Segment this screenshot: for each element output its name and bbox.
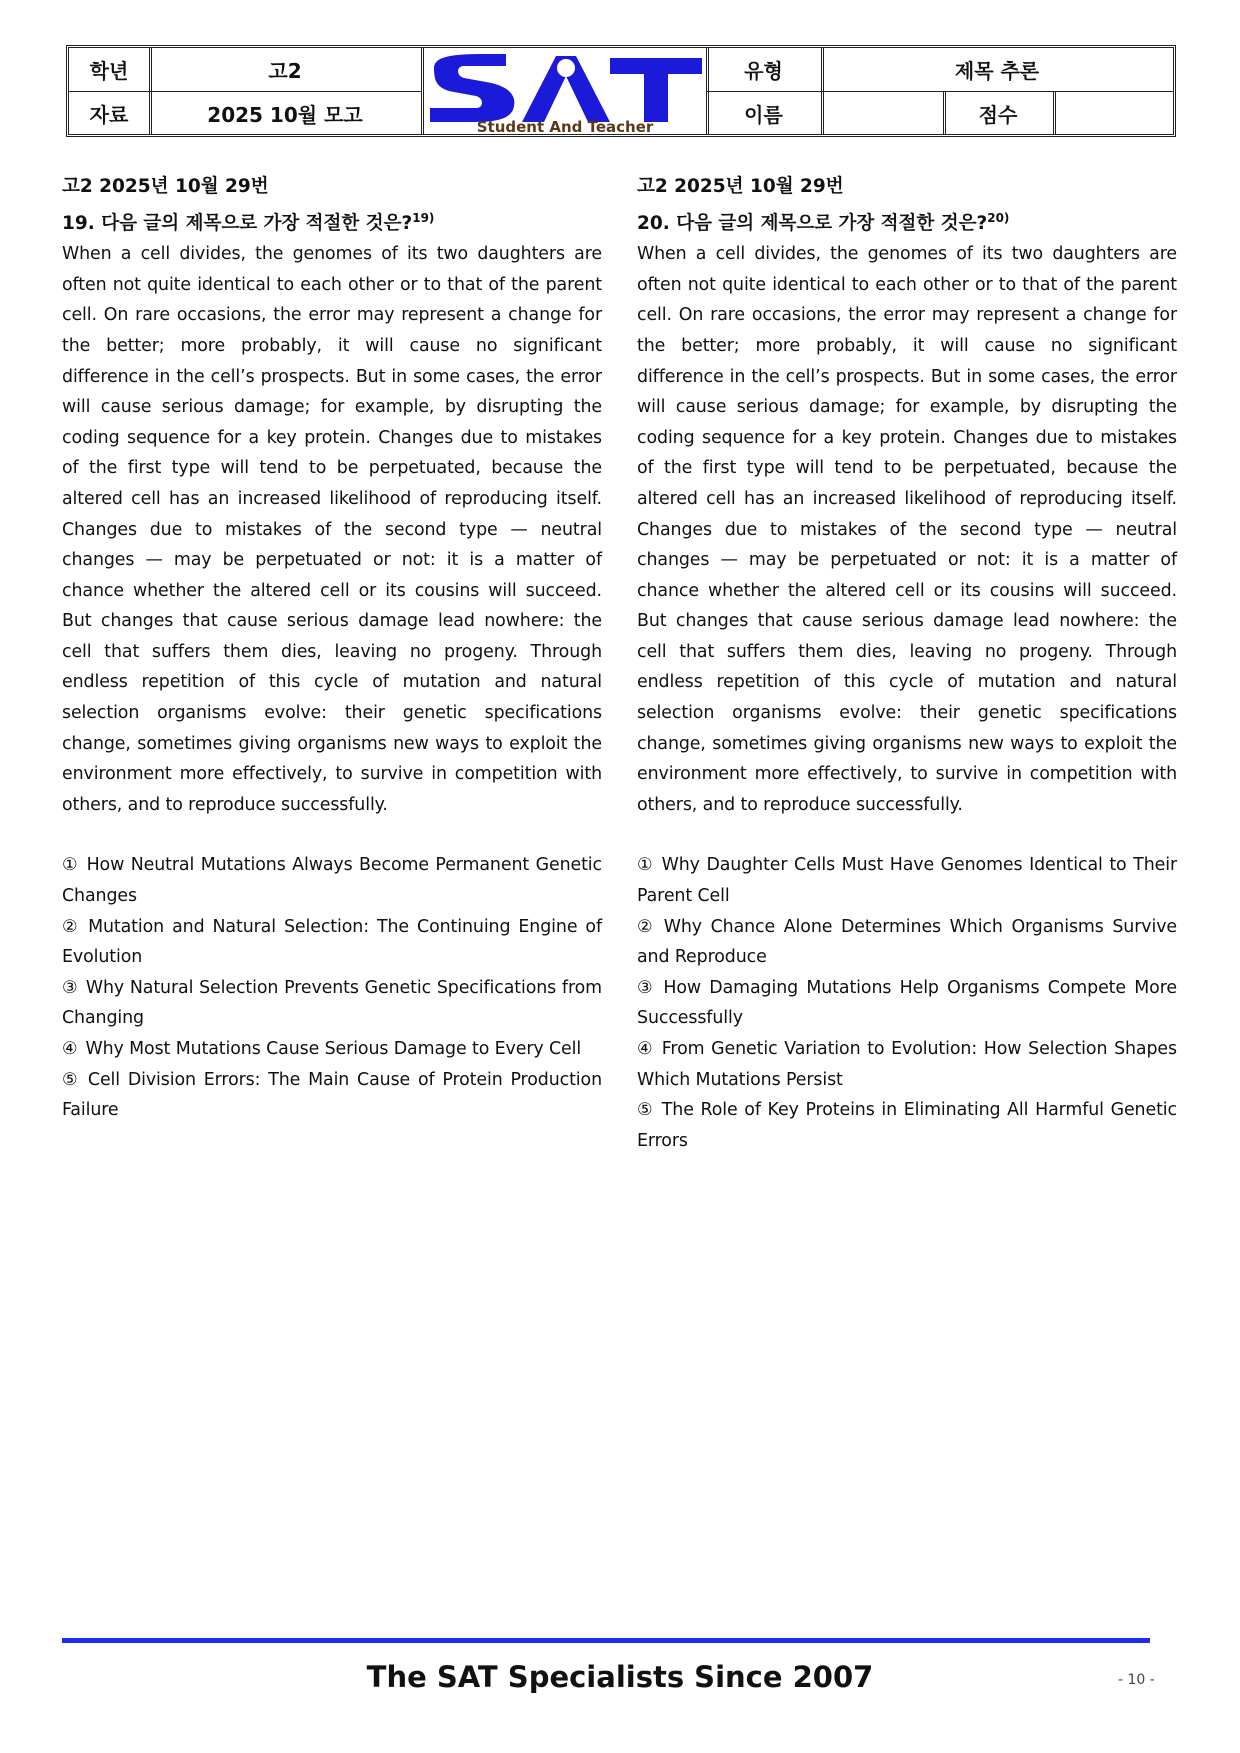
- footnote-marker: 20): [987, 210, 1010, 225]
- question-20: [637, 172, 1177, 1156]
- footer-rule: [62, 1638, 1150, 1643]
- page-number: - 10 -: [1118, 1672, 1155, 1688]
- footnote-marker: 19): [412, 210, 435, 225]
- question-title: 20. 다음 글의 제목으로 가장 적절한 것은?$^{20)}$: [637, 210, 1010, 234]
- material-value: 2025 10월 모고: [207, 103, 363, 127]
- question-source: 고2 2025년 10월 29번: [637, 176, 844, 197]
- passage-text: When a cell divides, the genomes of its two daughters are often not quite identical to each other or to that of the parent cell. On rare occasions, the error may represent a change for the better; more probably, it will cause no significant difference in the cell’s prospects. But in some cases, the error will cause serious damage; for example, by disrupting the coding sequence for a key protein. Changes due to mistakes of the first type will tend to be perpetuated, because the altered cell has an increased likelihood of reproducing itself. Changes due to mistakes of the second type — neutral changes — may be perpetuated or not: it is a matter of chance whether the altered cell or its cousins will succeed. But changes that cause serious damage lead nowhere: the cell that suffers them dies, leaving no progeny. Through endless repetition of this cycle of mutation and natural selection organisms evolve: their genetic specifications change, sometimes giving organisms new ways to exploit the environment more effectively, to survive in competition with others, and to reproduce successfully.: [637, 244, 1177, 815]
- option-3[interactable]: ③ How Damaging Mutations Help Organisms Compete More Successfully: [637, 977, 1177, 1029]
- question-source: 고2 2025년 10월 29번: [62, 176, 269, 197]
- option-2[interactable]: ② Why Chance Alone Determines Which Organisms Survive and Reproduce: [637, 916, 1177, 968]
- passage-text: When a cell divides, the genomes of its two daughters are often not quite identical to each other or to that of the parent cell. On rare occasions, the error may represent a change for the better; more probably, it will cause no significant difference in the cell’s prospects. But in some cases, the error will cause serious damage; for example, by disrupting the coding sequence for a key protein. Changes due to mistakes of the first type will tend to be perpetuated, because the altered cell has an increased likelihood of reproducing itself. Changes due to mistakes of the second type — neutral changes — may be perpetuated or not: it is a matter of chance whether the altered cell or its cousins will succeed. But changes that cause serious damage lead nowhere: the cell that suffers them dies, leaving no progeny. Through endless repetition of this cycle of mutation and natural selection organisms evolve: their genetic specifications change, sometimes giving organisms new ways to exploit the environment more effectively, to survive in competition with others, and to reproduce successfully.: [62, 244, 602, 815]
- sat-logo: [424, 50, 706, 134]
- score-field[interactable]: [1053, 92, 1173, 135]
- option-2[interactable]: ② Mutation and Natural Selection: The Continuing Engine of Evolution: [62, 916, 602, 968]
- option-4[interactable]: ④ Why Most Mutations Cause Serious Damage to Every Cell: [62, 1039, 582, 1059]
- answer-options: [637, 850, 1177, 1156]
- option-5[interactable]: ⑤ The Role of Key Proteins in Eliminating All Harmful Genetic Errors: [637, 1100, 1177, 1151]
- question-19: [62, 172, 602, 1126]
- option-3[interactable]: ③ Why Natural Selection Prevents Genetic Specifications from Changing: [62, 977, 603, 1029]
- type-label: 유형: [744, 59, 783, 83]
- grade-label: 학년: [89, 59, 129, 83]
- material-label: 자료: [89, 103, 129, 127]
- option-5[interactable]: ⑤ Cell Division Errors: The Main Cause of Protein Production Failure: [62, 1069, 602, 1121]
- option-4[interactable]: ④ From Genetic Variation to Evolution: How Selection Shapes Which Mutations Persist: [637, 1039, 1177, 1090]
- logo-tagline: Student And Teacher: [476, 118, 654, 134]
- answer-options: [62, 850, 602, 1125]
- option-1[interactable]: ① Why Daughter Cells Must Have Genomes Identical to Their Parent Cell: [637, 855, 1178, 907]
- header-table: [66, 45, 1176, 137]
- type-value: 제목 추론: [954, 59, 1040, 83]
- question-title: 19. 다음 글의 제목으로 가장 적절한 것은?$^{19)}$: [62, 210, 435, 234]
- score-label: 점수: [978, 103, 1018, 127]
- option-1[interactable]: ① How Neutral Mutations Always Become Permanent Genetic Changes: [62, 855, 603, 907]
- name-label: 이름: [744, 103, 783, 127]
- footer-slogan: The SAT Specialists Since 2007: [366, 1660, 874, 1694]
- name-field[interactable]: [821, 92, 943, 135]
- grade-value: 고2: [268, 59, 302, 83]
